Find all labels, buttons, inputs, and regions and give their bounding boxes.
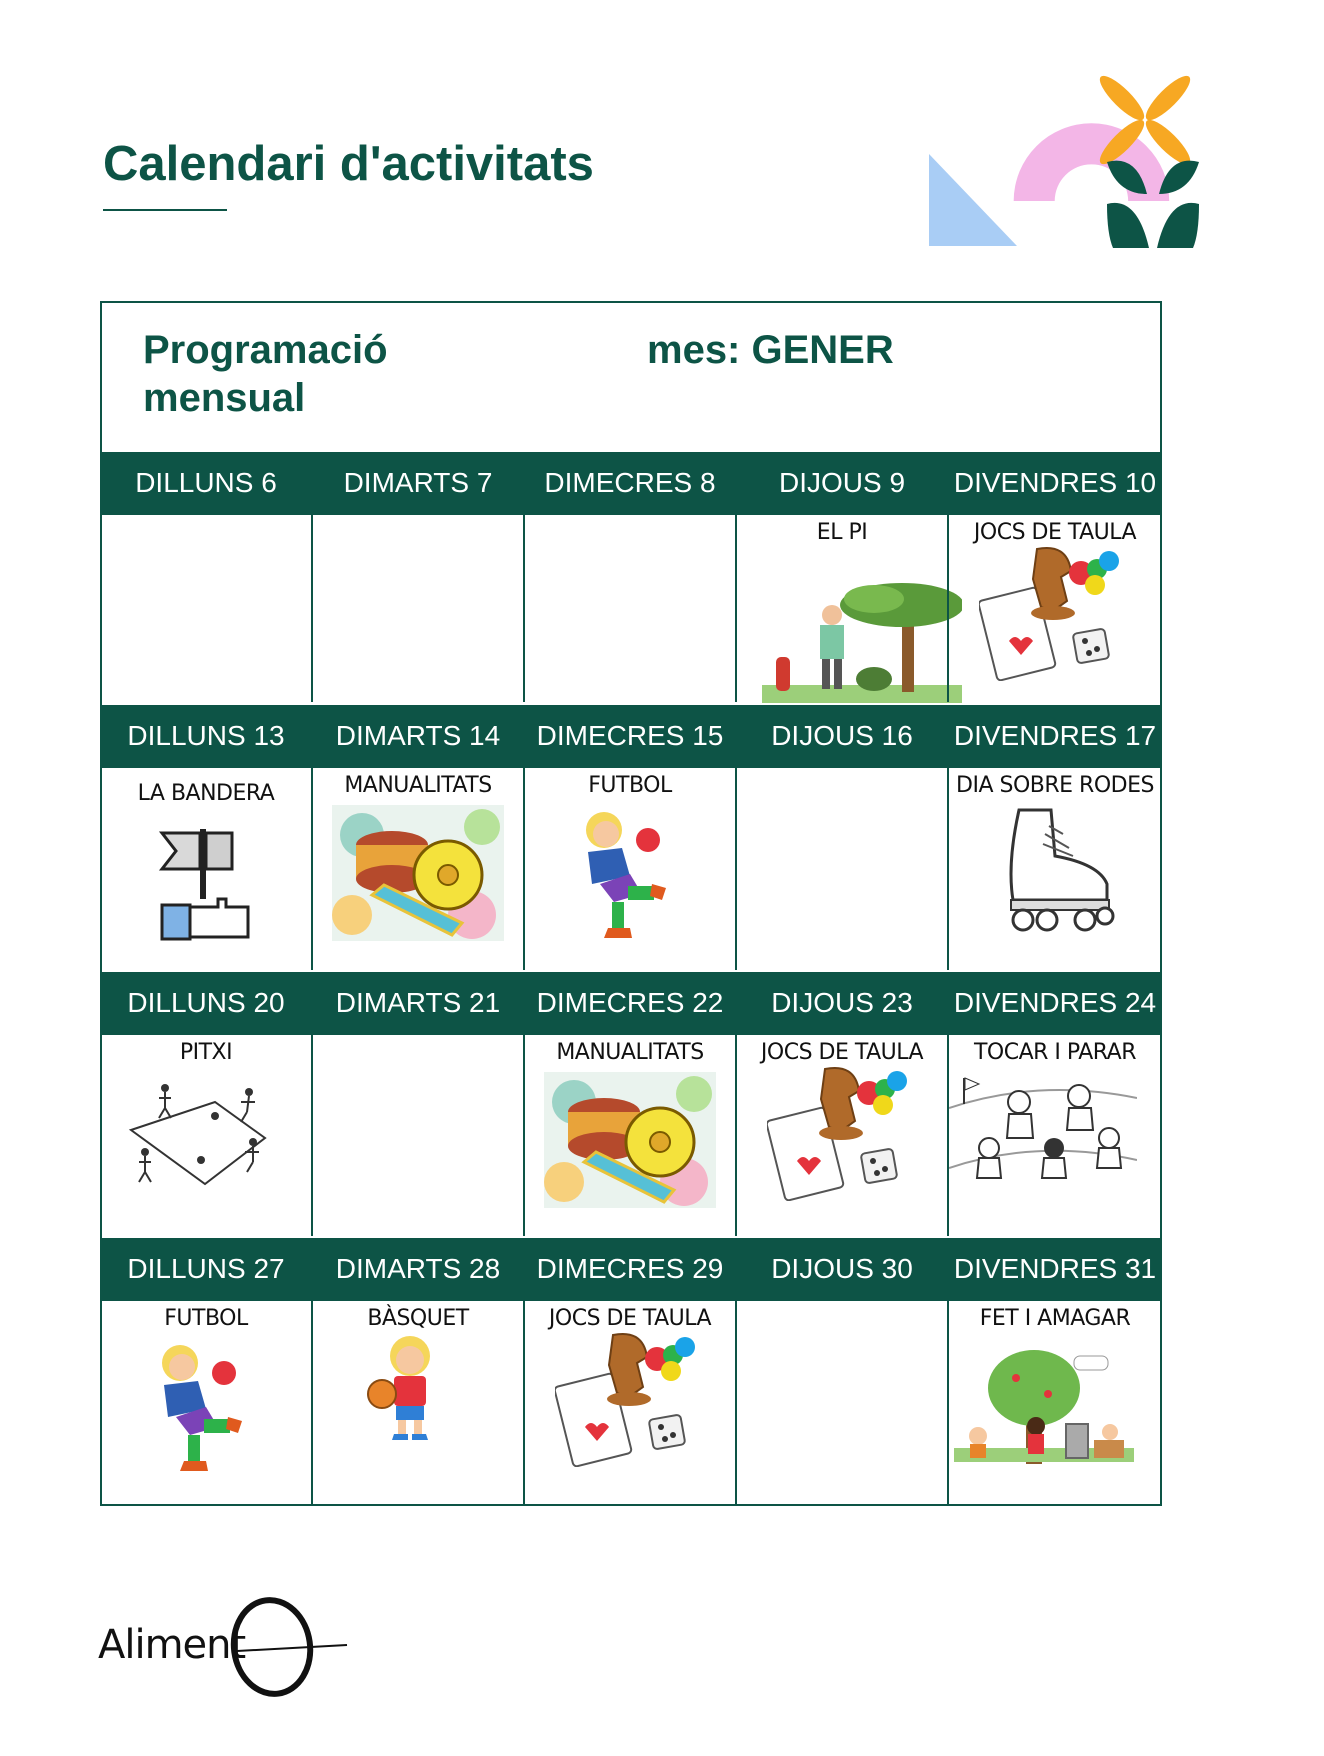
day-header: DIMECRES 29 <box>524 1238 736 1300</box>
day-cell <box>312 1300 524 1506</box>
grid-line <box>311 705 313 970</box>
logo-text: Aliment <box>98 1622 246 1668</box>
activity-label: BÀSQUET <box>367 1306 469 1331</box>
tag-game-icon <box>949 1068 1137 1195</box>
board-games-icon <box>979 541 1129 686</box>
pitxi-field-icon <box>125 1080 275 1195</box>
grid-line <box>735 1238 737 1506</box>
activity-label: MANUALITATS <box>556 1040 704 1065</box>
flag-hand-icon <box>156 823 256 948</box>
day-header: DIMARTS 7 <box>312 452 524 514</box>
activity-label: JOCS DE TAULA <box>973 520 1137 545</box>
day-cell <box>100 767 312 970</box>
day-header: DIVENDRES 31 <box>948 1238 1162 1300</box>
day-cell <box>100 514 312 702</box>
day-cell <box>100 1034 312 1236</box>
activity-label: FUTBOL <box>164 1306 248 1331</box>
board-games-icon <box>555 1327 705 1472</box>
grid-line <box>100 766 1162 768</box>
grid-line <box>100 972 1162 974</box>
grid-line <box>100 452 1162 454</box>
day-cell <box>948 514 1162 702</box>
day-header: DIJOUS 16 <box>736 705 948 767</box>
day-header: DIMECRES 22 <box>524 972 736 1034</box>
day-header: DIVENDRES 17 <box>948 705 1162 767</box>
grid-line <box>311 972 313 1236</box>
grid-line <box>523 972 525 1236</box>
board-games-icon <box>767 1061 917 1206</box>
activity-label: JOCS DE TAULA <box>760 1040 924 1065</box>
day-header: DILLUNS 20 <box>100 972 312 1034</box>
grid-line <box>311 1238 313 1506</box>
football-kid-icon <box>146 1337 246 1482</box>
grid-line <box>100 1033 1162 1035</box>
grid-line <box>735 972 737 1236</box>
grid-line <box>523 705 525 970</box>
grid-line <box>311 452 313 702</box>
program-month: mes: GENER <box>647 328 894 372</box>
day-header: DIMARTS 21 <box>312 972 524 1034</box>
grid-line <box>100 1238 1162 1240</box>
activity-label: FET I AMAGAR <box>979 1306 1131 1331</box>
day-header: DIJOUS 9 <box>736 452 948 514</box>
football-kid-icon <box>570 804 670 949</box>
activity-label: FUTBOL <box>588 773 672 798</box>
day-cell <box>524 1034 736 1236</box>
activity-label: TOCAR I PARAR <box>973 1040 1137 1065</box>
day-cell <box>736 1034 948 1236</box>
day-cell <box>312 514 524 702</box>
day-cell <box>948 767 1162 970</box>
activity-label: JOCS DE TAULA <box>548 1306 712 1331</box>
activity-label: EL PI <box>816 520 868 545</box>
day-header: DILLUNS 27 <box>100 1238 312 1300</box>
program-title <box>143 326 388 422</box>
day-header: DIVENDRES 24 <box>948 972 1162 1034</box>
activity-label: LA BANDERA <box>137 781 275 806</box>
grid-line <box>947 1238 949 1506</box>
crafts-ribbon-icon <box>332 805 504 946</box>
day-header: DIJOUS 30 <box>736 1238 948 1300</box>
day-cell <box>524 514 736 702</box>
grid-line <box>100 1299 1162 1301</box>
grid-line <box>947 452 949 702</box>
title-underline <box>103 209 227 211</box>
grid-line <box>100 705 1162 707</box>
day-cell <box>736 767 948 970</box>
day-header: DIMARTS 14 <box>312 705 524 767</box>
roller-skate-icon <box>989 804 1119 939</box>
grid-line <box>735 452 737 702</box>
grid-line <box>947 705 949 970</box>
day-header: DIMARTS 28 <box>312 1238 524 1300</box>
day-cell <box>736 1300 948 1506</box>
program-title-line2: mensual <box>143 376 306 420</box>
day-cell <box>736 514 948 702</box>
day-header: DIVENDRES 10 <box>948 452 1162 514</box>
day-header: DIMECRES 8 <box>524 452 736 514</box>
grid-line <box>523 452 525 702</box>
grid-line <box>100 513 1162 515</box>
day-cell <box>948 1300 1162 1506</box>
activity-label: MANUALITATS <box>344 773 492 798</box>
brand-decoration-icon <box>925 58 1215 252</box>
activity-label: PITXI <box>179 1040 233 1065</box>
day-cell <box>312 1034 524 1236</box>
day-header: DILLUNS 6 <box>100 452 312 514</box>
page-title: Calendari d'activitats <box>103 137 594 191</box>
program-title-line1: Programació <box>143 328 388 372</box>
activity-label: DIA SOBRE RODES <box>956 773 1154 798</box>
day-cell <box>524 767 736 970</box>
day-header: DIJOUS 23 <box>736 972 948 1034</box>
day-cell <box>100 1300 312 1506</box>
day-cell <box>524 1300 736 1506</box>
basketball-kid-icon <box>338 1330 478 1445</box>
grid-line <box>523 1238 525 1506</box>
day-cell <box>948 1034 1162 1236</box>
day-header: DIMECRES 15 <box>524 705 736 767</box>
grid-line <box>735 705 737 970</box>
tree-hide-icon <box>762 567 962 712</box>
day-header: DILLUNS 13 <box>100 705 312 767</box>
hide-and-seek-icon <box>954 1344 1134 1489</box>
crafts-ribbon-icon <box>544 1072 716 1213</box>
grid-line <box>947 972 949 1236</box>
day-cell <box>312 767 524 970</box>
